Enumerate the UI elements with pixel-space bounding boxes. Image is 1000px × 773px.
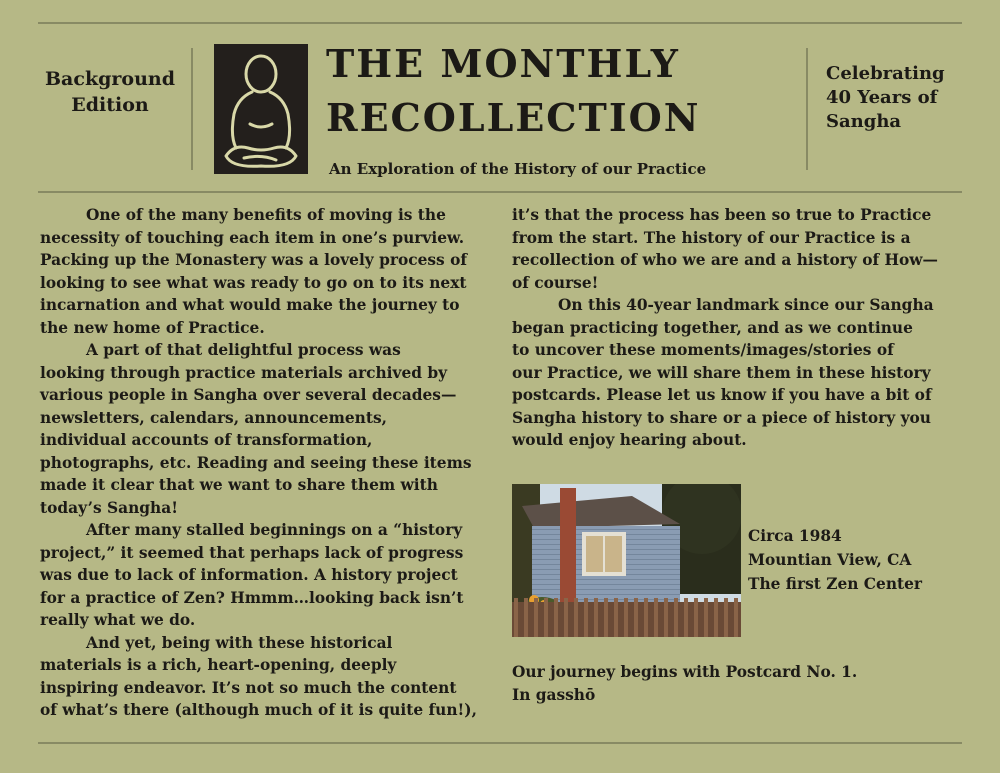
article-line: photographs, etc. Reading and seeing these items [40, 453, 472, 472]
celebration-label-line: Sangha [826, 111, 902, 132]
article-line: really what we do. [40, 611, 196, 629]
article-line: recollection of who we are and a history of How— [512, 251, 938, 269]
article-line: looking through practice materials archived by [40, 363, 448, 382]
header-bottom-rule [38, 191, 962, 193]
article-line: the new home of Practice. [40, 318, 265, 337]
article-line: began practicing together, and as we continue [512, 318, 913, 337]
celebration-label-line: 40 Years of [826, 87, 938, 108]
article-line: necessity of touching each item in one’s purview. [40, 228, 465, 247]
article-line: inspiring endeavor. It’s not so much the content [40, 678, 457, 697]
celebration-label [826, 62, 945, 134]
masthead-title-line-2: RECOLLECTION [326, 95, 701, 140]
masthead-subtitle: An Exploration of the History of our Practice [329, 160, 707, 178]
article-line: various people in Sangha over several decades— [40, 386, 457, 404]
header-right-divider [806, 48, 808, 170]
article-line: was due to lack of information. A history project [40, 566, 458, 584]
celebration-label-line: Celebrating [826, 63, 945, 84]
seated-buddha-icon [214, 44, 308, 174]
article-line: Packing up the Monastery was a lovely process of [40, 251, 467, 269]
edition-label-line: Edition [71, 94, 149, 116]
article-line: of course! [512, 273, 599, 292]
header-left-divider [191, 48, 193, 170]
article-column-left [40, 204, 477, 722]
article-line: today’s Sangha! [40, 498, 178, 517]
article-line: of what’s there (although much of it is quite fun!), [40, 701, 477, 719]
zen-center-photo [512, 484, 741, 637]
article-line: On this 40-year landmark since our Sangha [558, 296, 934, 314]
article-line: incarnation and what would make the journey to [40, 296, 460, 314]
photo-caption-line: Mountian View, CA [748, 551, 912, 569]
article-line: A part of that delightful process was [86, 341, 401, 359]
closing-line: In gasshō [512, 686, 596, 704]
edition-label [44, 66, 176, 118]
article-line: materials is a rich, heart-opening, deeply [40, 656, 397, 674]
photo-caption [748, 524, 922, 596]
article-line: would enjoy hearing about. [512, 431, 747, 449]
closing-line: Our journey begins with Postcard No. 1. [512, 663, 858, 681]
top-rule [38, 22, 962, 24]
article-line: After many stalled beginnings on a “history [86, 521, 463, 539]
article-line: One of the many benefits of moving is the [86, 206, 446, 224]
article-line: made it clear that we want to share them with [40, 476, 438, 494]
article-line: postcards. Please let us know if you have a bit of [512, 386, 932, 404]
article-line: from the start. The history of our Practice is a [512, 228, 911, 247]
house-photo-illustration [512, 484, 741, 637]
bottom-rule [38, 742, 962, 744]
article-line: for a practice of Zen? Hmmm…looking back isn’t [40, 588, 464, 607]
article-line: newsletters, calendars, announcements, [40, 408, 387, 427]
article-line: individual accounts of transformation, [40, 431, 373, 449]
article-line: to uncover these moments/images/stories of [512, 341, 894, 359]
article-line: And yet, being with these historical [86, 633, 393, 652]
edition-label-line: Background [45, 68, 175, 90]
article-line: our Practice, we will share them in these history [512, 363, 931, 382]
article-line: project,” it seemed that perhaps lack of progress [40, 543, 464, 562]
article-column-right [512, 204, 938, 452]
masthead-title-line-1: THE MONTHLY [326, 41, 680, 86]
photo-caption-line: The first Zen Center [748, 575, 923, 593]
photo-caption-line: Circa 1984 [748, 527, 842, 545]
article-line: Sangha history to share or a piece of history you [512, 408, 931, 427]
closing-note [512, 661, 857, 707]
article-line: it’s that the process has been so true to Practice [512, 206, 932, 224]
article-line: looking to see what was ready to go on to its next [40, 273, 467, 292]
logo [214, 44, 308, 174]
